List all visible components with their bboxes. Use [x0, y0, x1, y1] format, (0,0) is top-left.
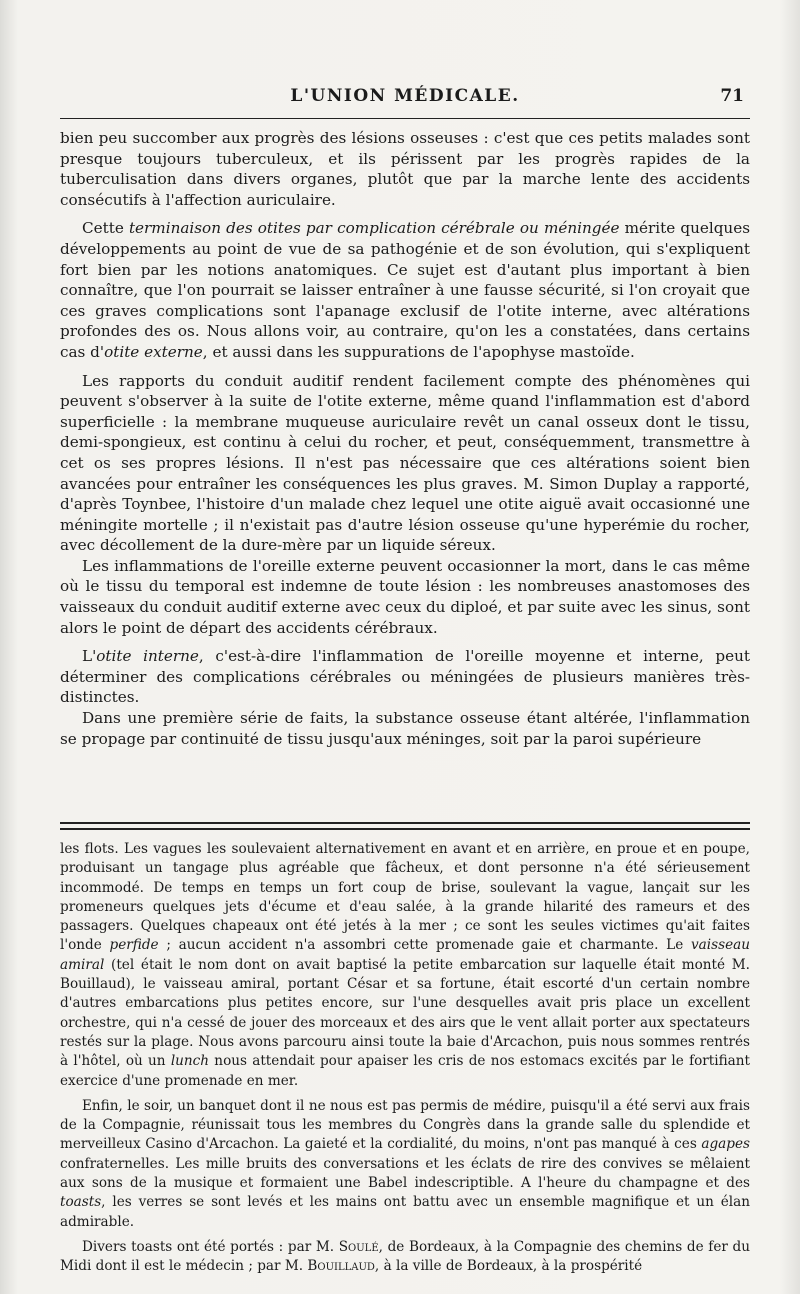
main-text-column [60, 128, 750, 749]
running-header [60, 82, 750, 112]
name-soule: Soulé [338, 1238, 379, 1255]
paragraph-6: Dans une première série de faits, la substance osseuse étant altérée, l'inflammation se propage par continuité de tissu jusqu'aux méninges, soit par la paroi supérieure [60, 709, 750, 748]
name-bouillaud: Bouillaud [307, 1258, 375, 1275]
feuilleton-paragraph-2: Enfin, le soir, un banquet dont il ne nous est pas permis de médire, puisqu'il a été servi aux frais de la Compagnie, réunissait tous les membres du Congrès dans la grande salle du splendide et merveilleux Casino d'Arcachon. La gaieté et la cordialité, du moins, n'ont pas manqué à ces agapes confraternelles. Les mille bruits des conversations et les éclats de rire des convives se mêlaient aux sons de la musique et formaient une Babel indescriptible. A l'heure du champagne et des toasts, les verres se sont levés et les mains ont battu avec un ensemble magnifique et un élan admirable. [60, 1097, 750, 1230]
paragraph-4: Les inflammations de l'oreille externe peuvent occasionner la mort, dans le cas même où le tissu du temporal est indemne de toute lésion : les nombreuses anastomoses des vaisseaux du conduit auditif externe avec ceux du diploé, et par suite avec les sinus, sont alors le point de départ des accidents cérébraux. [60, 556, 750, 637]
page-number: 71 [720, 86, 744, 106]
running-title: L'UNION MÉDICALE. [290, 86, 520, 106]
feuilleton-column [60, 840, 750, 1277]
emphasis-otite-interne: otite interne [96, 647, 199, 666]
paragraph-2: Cette terminaison des otites par complication cérébrale ou méningée mérite quelques développements au point de vue de sa pathogénie et de son évolution, qui s'expliquent fort bien par les notions anatomiques. Ce sujet est d'autant plus important à bien connaître, que l'on pourrait se laisser entraîner à une fausse sécurité, si l'on croyait que ces graves complications sont l'apanage exclusif de l'otite interne, avec altérations profondes des os. Nous allons voir, au contraire, qu'on les a constatées, dans certains cas d'otite externe, et aussi dans les suppurations de l'apophyse mastoïde. [60, 219, 750, 361]
feuilleton-paragraph-1: les flots. Les vagues les soulevaient alternativement en avant et en arrière, en proue et en poupe, produisant un tangage plus agréable que fâcheux, et dont personne n'a été sérieusement incommodé. De temps en temps un fort coup de brise, soulevant la vague, lançait sur les promeneurs quelques jets d'écume et d'eau salée, à la grande hilarité des rameurs et des passagers. Quelques chapeaux ont été jetés à la mer ; ce sont les seules victimes qu'ait faites l'onde perfide ; aucun accident n'a assombri cette promenade gaie et charmante. Le vaisseau amiral (tel était le nom dont on avait baptisé la petite embarcation sur laquelle était monté M. Bouillaud), le vaisseau amiral, portant César et sa fortune, était escorté d'un certain nombre d'autres embarcations plus petites encore, sur l'une desquelles avait pris place un excellent orchestre, qui n'a cessé de jouer des morceaux et des airs que le vent allait porter aux spectateurs restés sur la plage. Nous avons parcouru ainsi toute la baie d'Arcachon, puis nous sommes rentrés à l'hôtel, où un lunch nous attendait pour apaiser les cris de nos estomacs excités par le fortifiant exercice d'une promenade en mer. [60, 841, 750, 1089]
emphasis-otite-externe: otite externe [104, 342, 203, 361]
paragraph-1: bien peu succomber aux progrès des lésions osseuses : c'est que ces petits malades sont presque toujours tuberculeux, et ils périssent par les progrès rapides de la tuberculisation dans divers organes, plutôt que par la marche lente des accidents consécutifs à l'affection auriculaire. [60, 129, 750, 209]
feuilleton-separator [60, 822, 750, 830]
feuilleton-paragraph-3: Divers toasts ont été portés : par M. Soulé, de Bordeaux, à la Compagnie des chemins de fer du Midi dont il est le médecin ; par M. Bouillaud, à la ville de Bordeaux, à la prospérité [60, 1238, 750, 1275]
paragraph-3: Les rapports du conduit auditif rendent facilement compte des phénomènes qui peuvent s'observer à la suite de l'otite externe, même quand l'inflammation est d'abord superficielle : la membrane muqueuse auriculaire revêt un canal osseux dont le tissu, demi-spongieux, est continu à celui du rocher, et peut, conséquemment, transmettre à cet os ses propres lésions. Il n'est pas nécessaire que ces altérations soient bien avancées pour entraîner les conséquences les plus graves. M. Simon Duplay a rapporté, d'après Toynbee, l'histoire d'un malade chez lequel une otite aiguë avait occasionné une méningite mortelle ; il n'existait pas d'autre lésion osseuse qu'une hyperémie du rocher, avec décollement de la dure-mère par un liquide séreux. [60, 371, 750, 555]
emphasis-terminaison: terminaison des otites par complication cérébrale ou méningée [128, 219, 620, 238]
header-rule [60, 118, 750, 119]
paragraph-5: L'otite interne, c'est-à-dire l'inflammation de l'oreille moyenne et interne, peut déterminer des complications cérébrales ou méningées de plusieurs manières très-distinctes. [60, 647, 750, 707]
